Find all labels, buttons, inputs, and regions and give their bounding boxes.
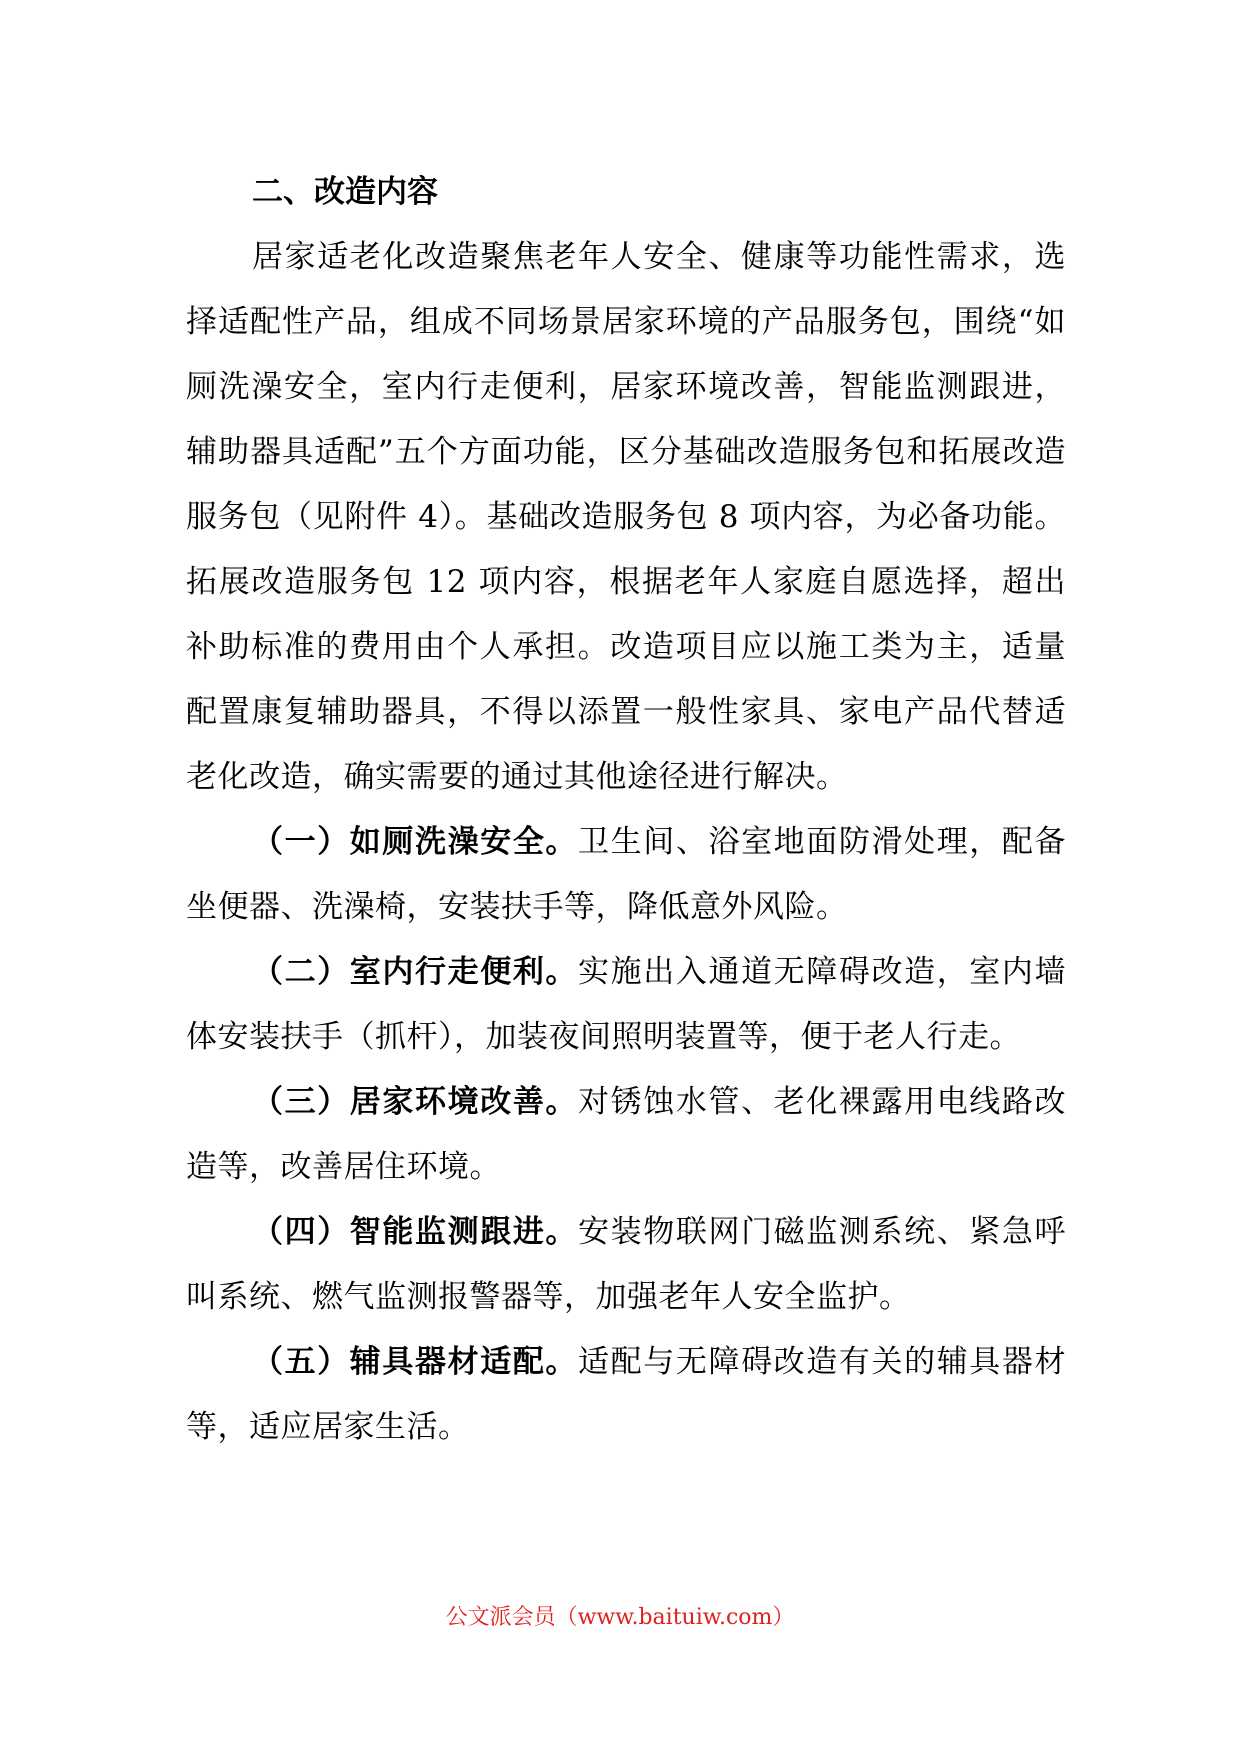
item-paragraph-4 [186,1200,1066,1330]
item-paragraph-1 [186,810,1066,940]
item-lead-5: （五）辅具器材适配。 [252,1344,579,1380]
item-lead-2: （二）室内行走便利。 [252,954,579,990]
intro-paragraph: 居家适老化改造聚焦老年人安全、健康等功能性需求，选择适配性产品，组成不同场景居家环境的产品服务包，围绕“如厕洗澡安全，室内行走便利，居家环境改善，智能监测跟进，辅助器具适配”五个方面功能，区分基础改造服务包和拓展改造服务包（见附件 4）。基础改造服务包 8 项内容，为必备功能。拓展改造服务包 12 项内容，根据老年人家庭自愿选择，超出补助标准的费用由个人承担。改造项目应以施工类为主，适量配置康复辅助器具，不得以添置一般性家具、家电产品代替适老化改造，确实需要的通过其他途径进行解决。 [186,239,1066,795]
item-lead-3: （三）居家环境改善。 [252,1084,579,1120]
item-paragraph-3 [186,1070,1066,1200]
document-body [186,160,1066,1460]
item-paragraph-2 [186,940,1066,1070]
item-text-2: 实施出入通道无障碍改造，室内墙体安装扶手（抓杆），加装夜间照明装置等，便于老人行走。 [186,954,1067,1055]
footer-watermark: 公文派会员（www.baituiw.com） [445,1605,795,1630]
item-lead-1: （一）如厕洗澡安全。 [252,824,579,860]
item-text-3: 对锈蚀水管、老化裸露用电线路改造等，改善居住环境。 [186,1084,1067,1185]
item-text-5: 适配与无障碍改造有关的辅具器材等，适应居家生活。 [186,1344,1067,1445]
section-heading: 二、改造内容 [252,174,438,210]
item-text-1: 卫生间、浴室地面防滑处理，配备坐便器、洗澡椅，安装扶手等，降低意外风险。 [186,824,1067,925]
item-text-4: 安装物联网门磁监测系统、紧急呼叫系统、燃气监测报警器等，加强老年人安全监护。 [186,1214,1067,1315]
item-paragraph-5 [186,1330,1066,1460]
item-lead-4: （四）智能监测跟进。 [252,1214,579,1250]
